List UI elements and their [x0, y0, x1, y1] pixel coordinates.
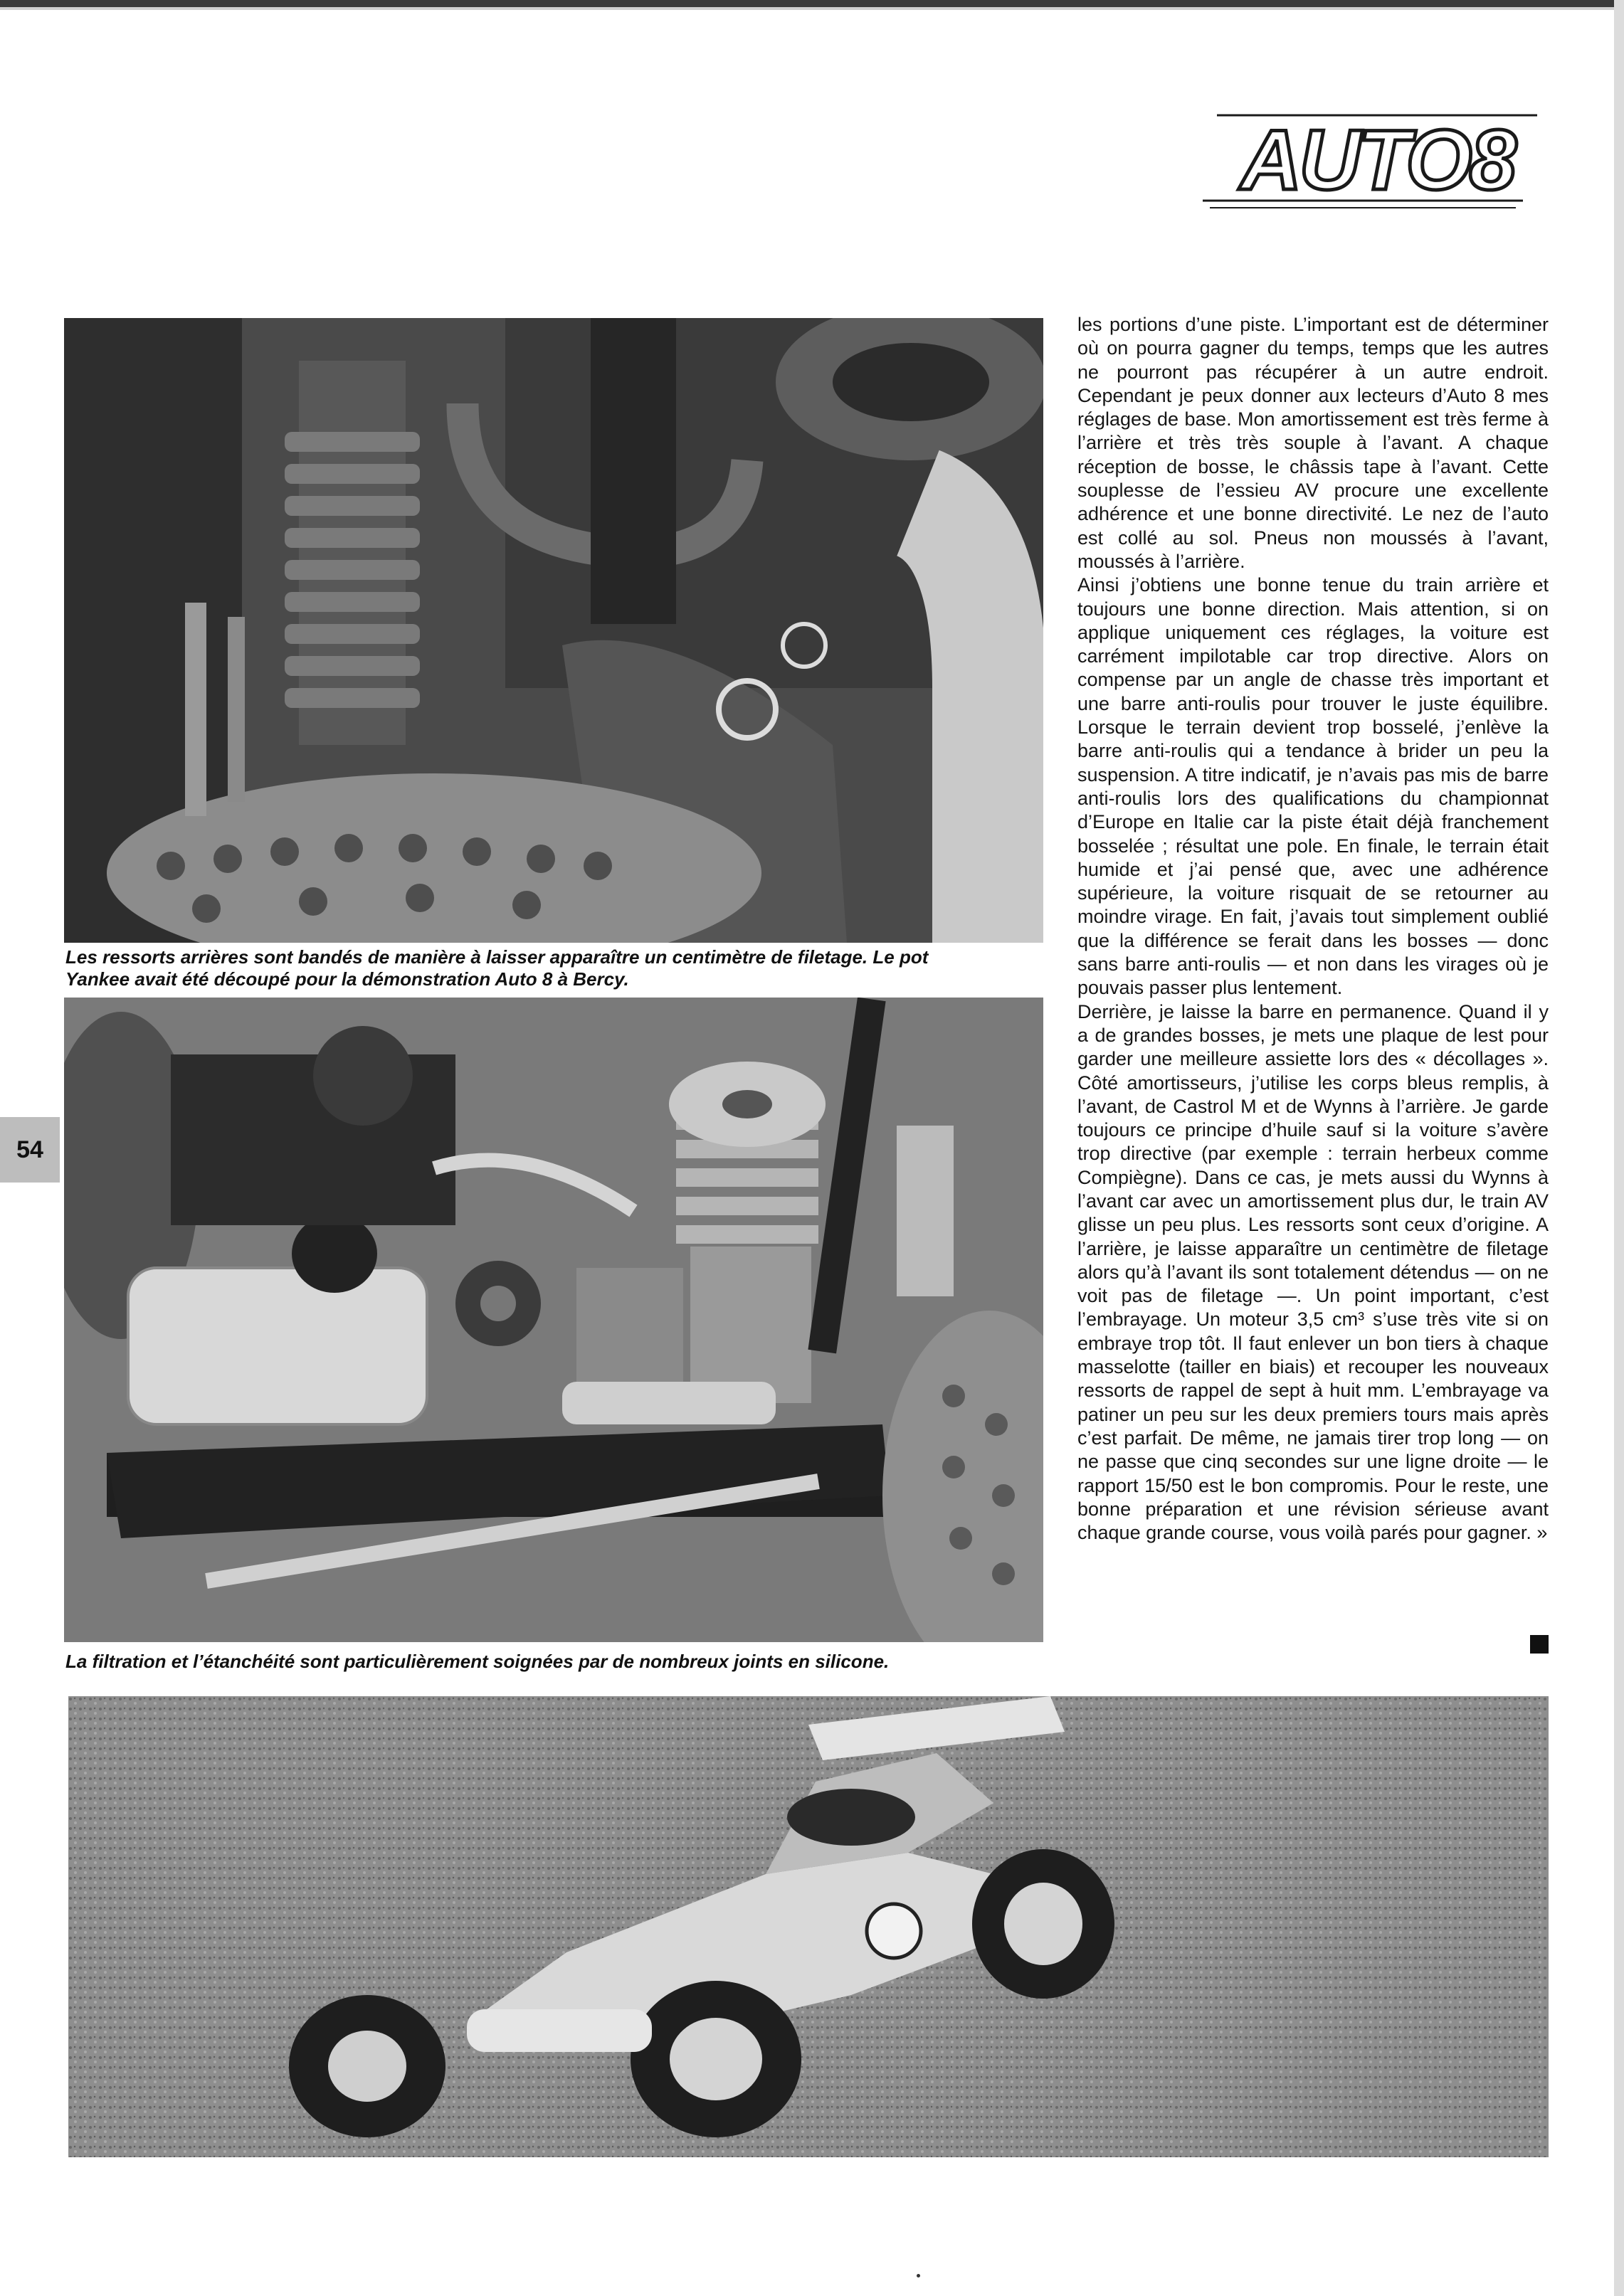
logo-text: AUTO8: [1240, 112, 1514, 208]
top-rule: [0, 0, 1624, 7]
photo-rear-shocks: [64, 318, 1043, 943]
auto8-logo: [1203, 107, 1551, 213]
print-mark: [917, 2274, 920, 2278]
photo-buggy-racing: [68, 1696, 1549, 2157]
top-rule-shadow: [0, 7, 1624, 10]
photo-engine: [64, 998, 1043, 1642]
article-body: [1077, 313, 1549, 1545]
photo-caption: La filtration et l’étanchéité sont particulièrement soignées par de nombreux joints en silicone.: [65, 1651, 890, 1672]
article-paragraph: les portions d’une piste. L’important est de déterminer où on pourra gagner du temps, temps que les autres ne pourront pas récupérer à un autre endroit. Cependant je peux donner aux lecteurs d’Auto 8 mes réglages de base. Mon amortissement est très ferme à l’arrière et très très souple à l’avant. A chaque réception de bosse, le châssis tape à l’avant. Cette souplesse de l’essieu AV procure une excellente adhérence et une bonne directivité. Le nez de l’auto est collé au sol. Pneus non moussés à l’avant, moussés à l’arrière.: [1077, 314, 1549, 572]
page-number: 54: [0, 1117, 60, 1183]
article-paragraph: Derrière, je laisse la barre en permanence. Quand il y a de grandes bosses, je mets une plaque de lest pour garder une meilleure assiette lors des « décollages ». Côté amortisseurs, j’utilise les corps bleus remplis, à l’avant, de Castrol M et de Wynns à l’arrière. Je garde toujours ce principe d’huile sauf si la voiture s’avère trop directive (par exemple : terrain herbeux comme Compiègne). Dans ce cas, je mets aussi du Wynns à l’avant car avec un amortissement plus dur, le train AV glisse un peu plus. Les ressorts sont ceux d’origine. A l’arrière, je laisse apparaître un centimètre de filetage alors qu’à l’avant ils sont totalement détendus — on ne voit pas de filetage —. Un point important, c’est l’embrayage. Un moteur 3,5 cm³ s’use très vite si on embraye trop tôt. Il faut enlever un bon tiers à chaque masselotte (tailler en biais) et recouper les nouveaux ressorts de rappel de sept à huit mm. L’embrayage va patiner un peu sur les deux premiers tours mais après c’est parfait. De même, ne jamais tirer trop long — on ne passe que cinq secondes sur une ligne droite — le rapport 15/50 est le bon compromis. Pour le reste, une bonne préparation et une révision sérieuse avant chaque grande course, vous voilà parés pour gagner. »: [1077, 1000, 1549, 1544]
page-edge: [1614, 0, 1624, 2296]
article-end-mark: [1530, 1635, 1549, 1654]
photo-caption: Les ressorts arrières sont bandés de manière à laisser apparaître un centimètre de filetage. Le pot Yankee avait été découpé pour la démonstration Auto 8 à Bercy.: [65, 946, 929, 990]
article-paragraph: Ainsi j’obtiens une bonne tenue du train arrière et toujours une bonne direction. Mais attention, si on applique uniquement ces réglages, la voiture est carrément impilotable car trop directive. Alors on compense par un angle de chasse très important et une barre anti-roulis pour trouver le juste équilibre. Lorsque le terrain devient trop bosselé, j’enlève la barre anti-roulis qui a tendance à brider un peu la suspension. A titre indicatif, je n’avais pas mis de barre anti-roulis lors des qualifications du championnat d’Europe en Italie car la piste était déjà franchement bosselée ; résultat une pole. En finale, le terrain était humide et j’ai pensé que, avec une adhérence supérieure, la voiture risquait de se retourner au moindre virage. En fait, j’avais tout simplement oublié que la différence se ferait dans les bosses — donc sans barre anti-roulis — et non dans les virages où je pouvais passer plus lentement.: [1077, 574, 1549, 999]
